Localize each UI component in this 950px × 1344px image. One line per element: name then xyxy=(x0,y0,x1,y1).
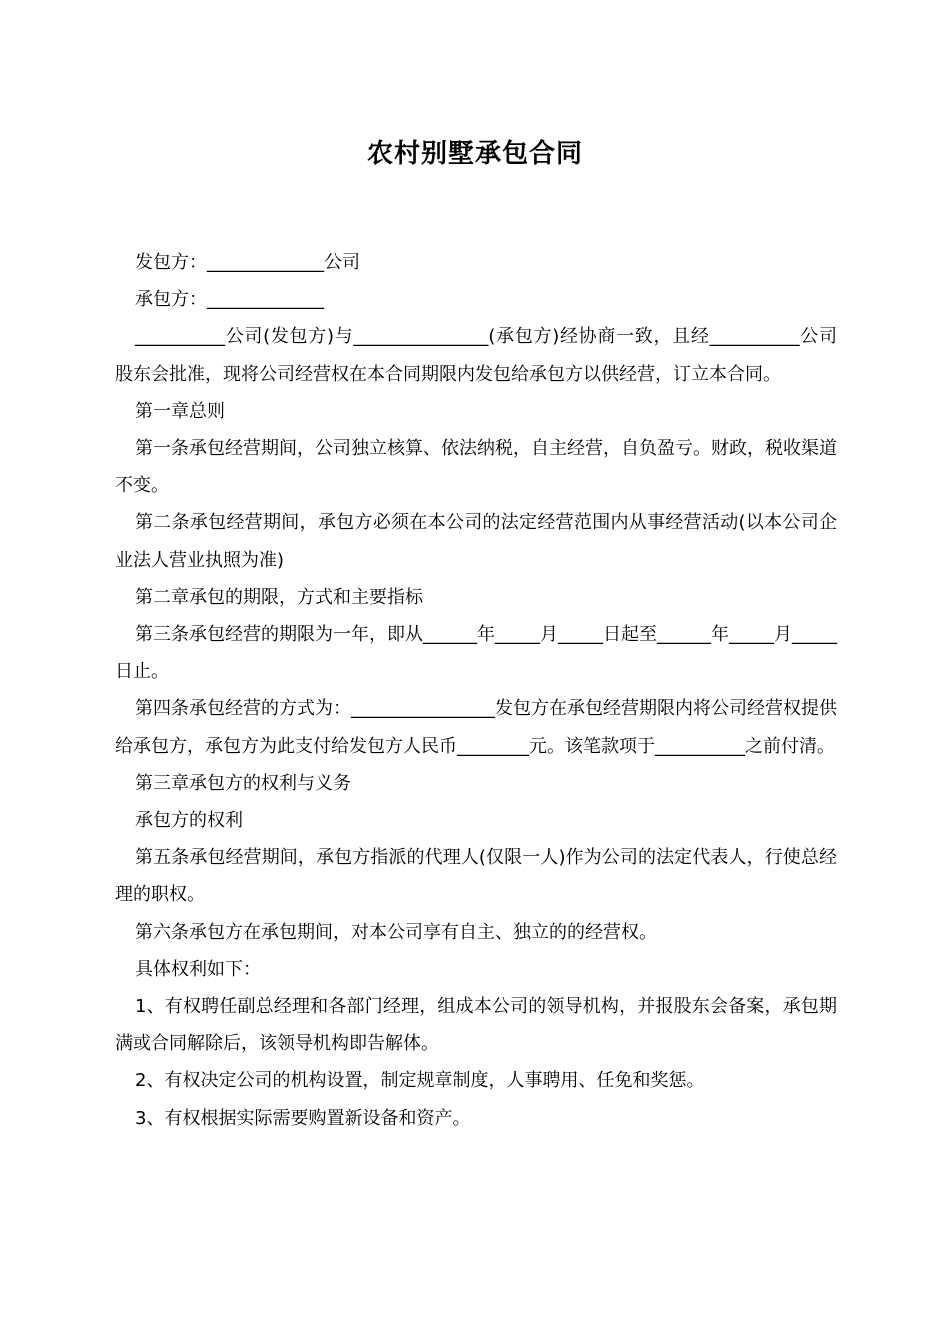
chapter-heading-2: 第二章承包的期限，方式和主要指标 xyxy=(135,586,423,608)
chapter-heading-1: 第一章总则 xyxy=(135,400,225,422)
article-2: 第二条承包经营期间，承包方必须在本公司的法定经营范围内从事经营活动(以本公司企业法人营业执照为准) xyxy=(115,512,837,571)
document-title: 农村别墅承包合同 xyxy=(366,139,583,169)
article-3: 第三条承包经营的期限为一年，即从______年_____月_____日起至______年_____月_____日止。 xyxy=(115,624,837,683)
section-heading-rights: 承包方的权利 xyxy=(135,810,243,832)
article-6: 第六条承包方在承包期间，对本公司享有自主、独立的的经营权。 xyxy=(135,921,657,943)
rights-item-2: 2、有权决定公司的机构设置，制定规章制度，人事聘用、任免和奖惩。 xyxy=(135,1070,705,1092)
rights-item-3: 3、有权根据实际需要购置新设备和资产。 xyxy=(135,1107,471,1129)
paragraph-preamble: __________公司(发包方)与_______________(承包方)经协商一致，且经__________公司股东会批准，现将公司经营权在本合同期限内发包给承包方以供经营，订立本合同。 xyxy=(115,326,837,385)
chapter-heading-3: 第三章承包方的权利与义务 xyxy=(135,772,351,794)
article-5: 第五条承包经营期间，承包方指派的代理人(仅限一人)作为公司的法定代表人，行使总经理的职权。 xyxy=(115,847,837,906)
paragraph-employer: 发包方：_____________公司 xyxy=(135,252,360,273)
paragraph-contractor: 承包方：_____________ xyxy=(135,289,324,311)
article-4: 第四条承包经营的方式为：________________发包方在承包经营期限内将公司经营权提供给承包方，承包方为此支付给发包方人民币________元。该笔款项于__________之前付清。 xyxy=(115,698,837,757)
rights-intro: 具体权利如下： xyxy=(135,958,261,980)
document-body xyxy=(115,244,837,1137)
rights-item-1: 1、有权聘任副总经理和各部门经理，组成本公司的领导机构，并报股东会备案，承包期满或合同解除后，该领导机构即告解体。 xyxy=(115,996,837,1055)
article-1: 第一条承包经营期间，公司独立核算、依法纳税，自主经营，自负盈亏。财政，税收渠道不变。 xyxy=(115,438,837,497)
